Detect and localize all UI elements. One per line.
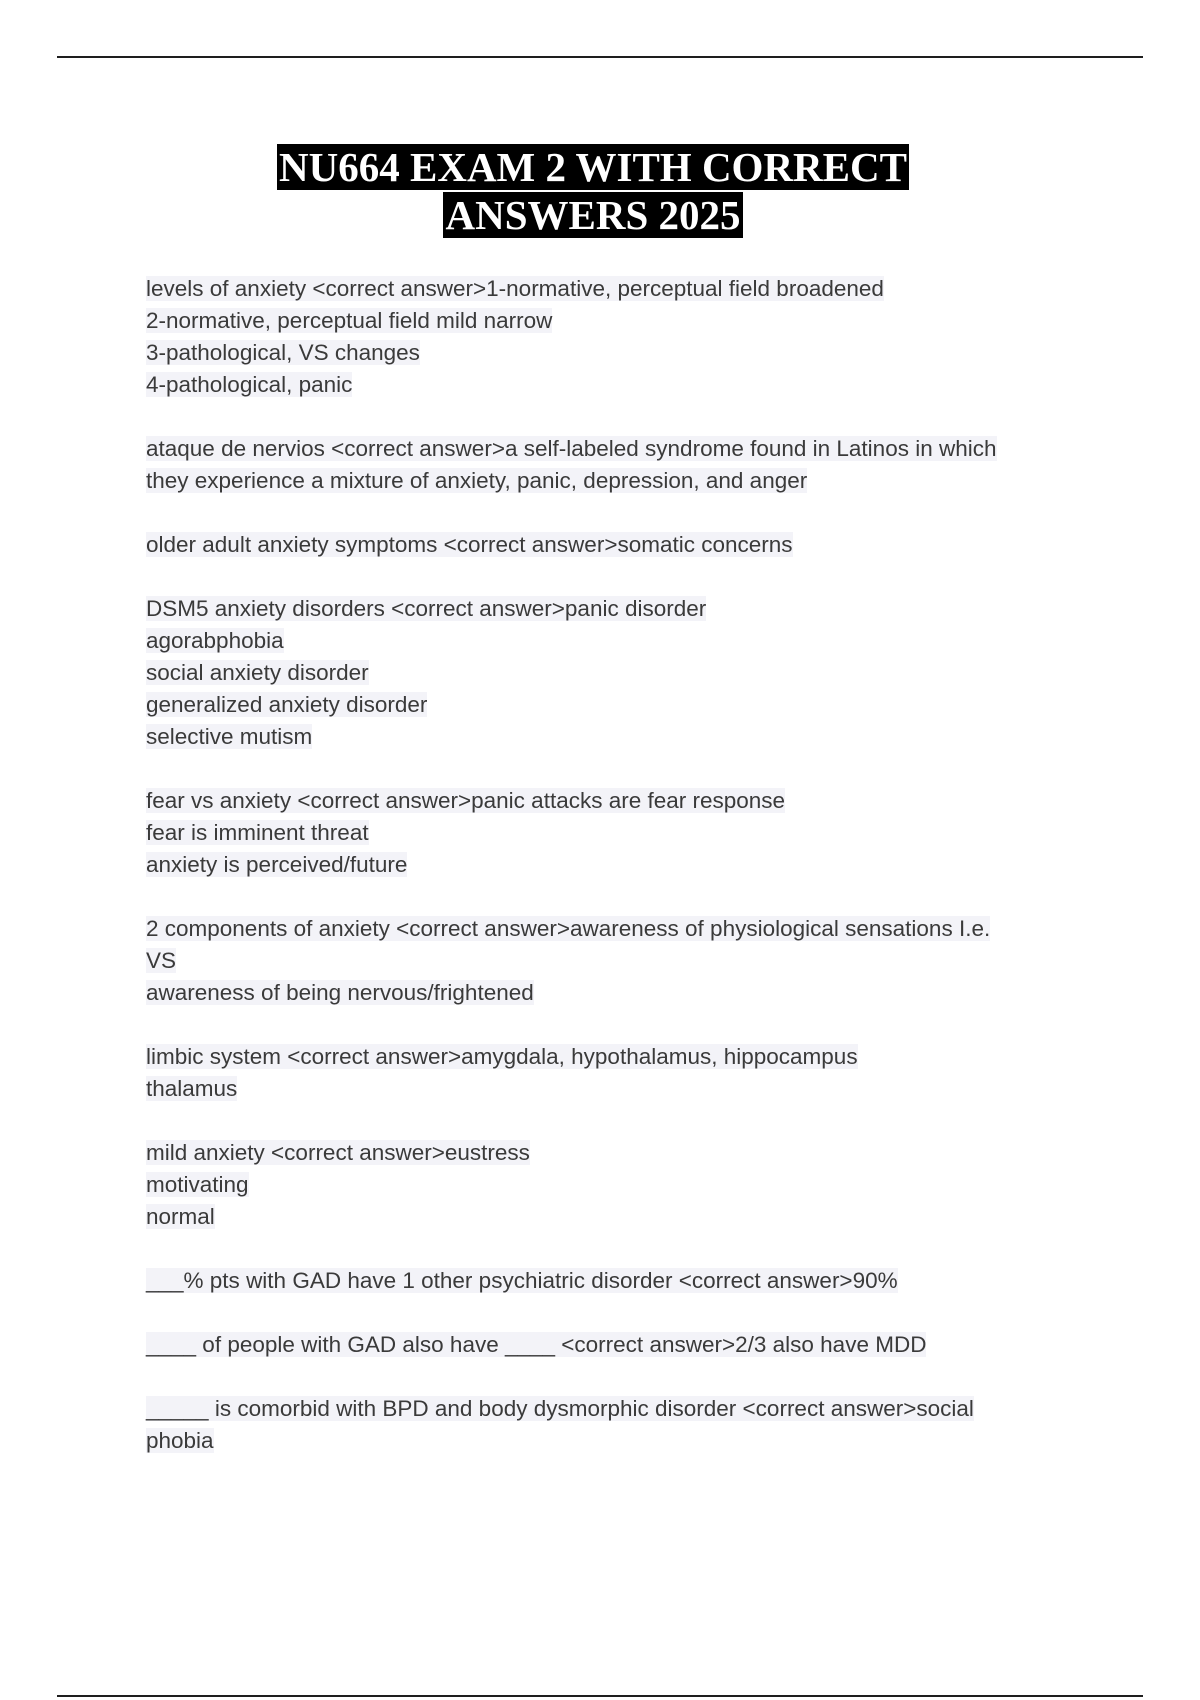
- qa-line: [146, 273, 1086, 305]
- top-rule: [57, 56, 1143, 58]
- qa-line: [146, 1329, 1086, 1361]
- qa-line-text: thalamus: [146, 1076, 238, 1101]
- qa-item: [146, 273, 1086, 401]
- title-line: [0, 143, 1186, 191]
- qa-line-text: 2 components of anxiety <correct answer>awareness of physiological sensations I.e.: [146, 916, 991, 941]
- title-line-text: ANSWERS 2025: [445, 192, 741, 238]
- qa-line-text: normal: [146, 1204, 215, 1229]
- qa-line-text: agorabphobia: [146, 628, 284, 653]
- qa-line-text: awareness of being nervous/frightened: [146, 980, 534, 1005]
- qa-line: [146, 1393, 1086, 1425]
- qa-line: [146, 593, 1086, 625]
- qa-item: [146, 913, 1086, 1009]
- qa-line-text: anxiety is perceived/future: [146, 852, 408, 877]
- qa-line-text: ____ of people with GAD also have ____ <correct answer>2/3 also have MDD: [146, 1332, 927, 1357]
- qa-line: [146, 625, 1086, 657]
- qa-line-text: DSM5 anxiety disorders <correct answer>panic disorder: [146, 596, 707, 621]
- qa-line: [146, 849, 1086, 881]
- qa-line: [146, 1169, 1086, 1201]
- qa-line: [146, 1201, 1086, 1233]
- qa-line: [146, 1425, 1086, 1457]
- qa-item: [146, 785, 1086, 881]
- qa-list: [146, 273, 1086, 1489]
- qa-line: [146, 1137, 1086, 1169]
- qa-item: [146, 1329, 1086, 1361]
- qa-line: [146, 305, 1086, 337]
- qa-line-text: _____ is comorbid with BPD and body dysmorphic disorder <correct answer>social: [146, 1396, 974, 1421]
- qa-item: [146, 529, 1086, 561]
- qa-line-text: VS: [146, 948, 177, 973]
- document-title: [0, 143, 1186, 239]
- qa-item: [146, 433, 1086, 497]
- qa-line-text: 4-pathological, panic: [146, 372, 353, 397]
- qa-line-text: social anxiety disorder: [146, 660, 369, 685]
- qa-line: [146, 721, 1086, 753]
- qa-line-text: fear vs anxiety <correct answer>panic attacks are fear response: [146, 788, 786, 813]
- qa-item: [146, 1265, 1086, 1297]
- qa-line: [146, 369, 1086, 401]
- qa-line-text: fear is imminent threat: [146, 820, 369, 845]
- qa-line-text: ___% pts with GAD have 1 other psychiatric disorder <correct answer>90%: [146, 1268, 898, 1293]
- qa-line-text: limbic system <correct answer>amygdala, hypothalamus, hippocampus: [146, 1044, 858, 1069]
- qa-line: [146, 433, 1086, 465]
- qa-line: [146, 945, 1086, 977]
- qa-line: [146, 337, 1086, 369]
- qa-line-text: generalized anxiety disorder: [146, 692, 428, 717]
- qa-line: [146, 1265, 1086, 1297]
- qa-line: [146, 689, 1086, 721]
- qa-line: [146, 657, 1086, 689]
- title-line-text: NU664 EXAM 2 WITH CORRECT: [279, 144, 907, 190]
- qa-line: [146, 529, 1086, 561]
- qa-line: [146, 817, 1086, 849]
- qa-item: [146, 1137, 1086, 1233]
- title-line: [0, 191, 1186, 239]
- bottom-rule: [57, 1695, 1143, 1697]
- qa-item: [146, 593, 1086, 753]
- qa-line-text: older adult anxiety symptoms <correct answer>somatic concerns: [146, 532, 793, 557]
- qa-line-text: ataque de nervios <correct answer>a self-labeled syndrome found in Latinos in which: [146, 436, 997, 461]
- qa-line: [146, 465, 1086, 497]
- qa-line: [146, 977, 1086, 1009]
- qa-line: [146, 913, 1086, 945]
- qa-line-text: selective mutism: [146, 724, 313, 749]
- qa-line-text: 3-pathological, VS changes: [146, 340, 420, 365]
- qa-item: [146, 1041, 1086, 1105]
- qa-line-text: they experience a mixture of anxiety, panic, depression, and anger: [146, 468, 808, 493]
- qa-line: [146, 1041, 1086, 1073]
- qa-line-text: mild anxiety <correct answer>eustress: [146, 1140, 530, 1165]
- qa-line-text: motivating: [146, 1172, 249, 1197]
- qa-line-text: 2-normative, perceptual field mild narrow: [146, 308, 553, 333]
- qa-item: [146, 1393, 1086, 1457]
- qa-line-text: phobia: [146, 1428, 214, 1453]
- qa-line: [146, 1073, 1086, 1105]
- qa-line-text: levels of anxiety <correct answer>1-normative, perceptual field broadened: [146, 276, 884, 301]
- qa-line: [146, 785, 1086, 817]
